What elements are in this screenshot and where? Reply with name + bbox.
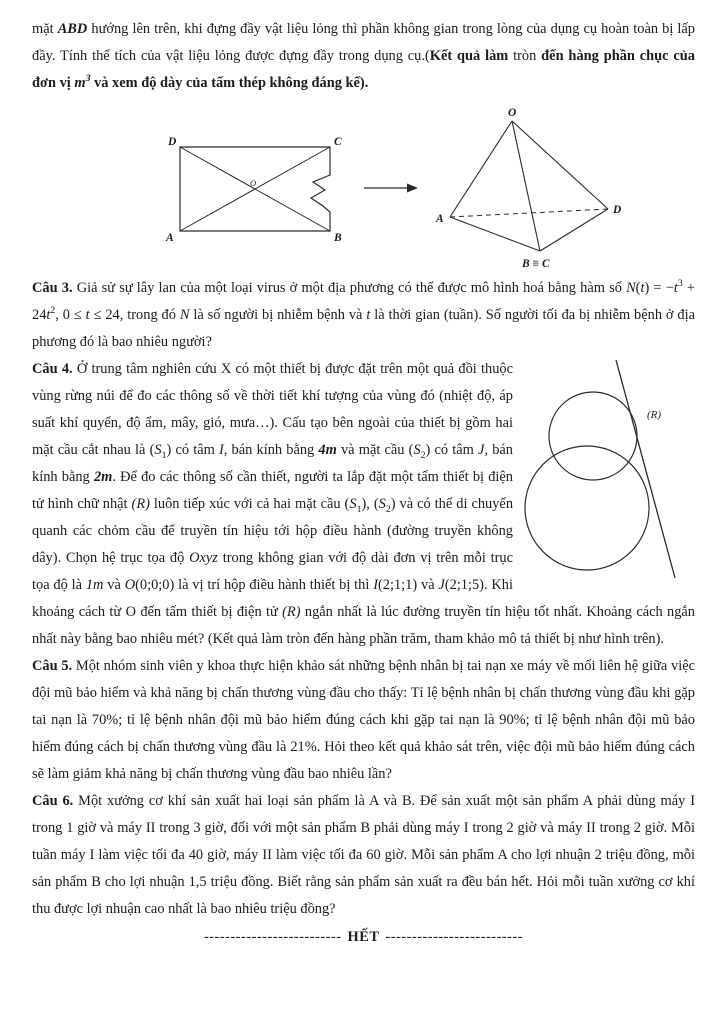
arrow-icon — [362, 178, 420, 198]
vertex-label-a: A — [436, 213, 444, 225]
device-spheres-svg — [523, 358, 695, 582]
vertex-label-b: B — [334, 232, 342, 244]
vertex-label-o: O — [508, 107, 517, 119]
footer-dashes-left: -------------------------- — [203, 929, 342, 945]
small-sphere-s2 — [549, 392, 637, 480]
question-4-text: Câu 4. Ở trung tâm nghiên cứu X có một thiết bị được đặt trên một quả đồi thuộc vùng rừng núi để đo các thông số về thời tiết khí tượng của vùng đó (nhiệt độ, áp suất khí quyển, độ ẩm, mây, gió, mưa…). Cấu tạo bên ngoài của thiết bị gồm hai mặt cầu cắt nhau là $(S_1)$ có tâm I, bán kính bằng 4m và mặt cầu $(S_2)$ có tâm J, bán kính bằng 2m. Để đo các thông số cần thiết, người ta lắp đặt một tấm thiết bị điện tử hình chữ nhật (R) luôn tiếp xúc với cả hai mặt cầu $(S_1)$, $(S_2)$ và có thể di chuyển quanh các chỏm cầu để truyền tín hiệu tới hộp điều hành (đường truyền không dây). Chọn hệ trục tọa độ Oxyz trong không gian với độ dài đơn vị trên mỗi trục tọa độ là 1m và O(0;0;0) là vị trí hộp điều hành thiết bị thì I(2;1;1) và J(2;1;5). Khi khoảng cách từ O đến tấm thiết bị điện tử (R) ngắn nhất là lúc đường truyền tín hiệu tốt nhất. Khoảng cách ngắn nhất này bằng bao nhiêu mét? (Kết quả làm tròn đến hàng phần trăm, tham khảo mô tả thiết bị như hình trên). — [32, 361, 695, 647]
figure-device-spheres — [523, 358, 695, 582]
figure-row — [158, 105, 695, 271]
figure-tetrahedron — [434, 105, 624, 271]
footer-end-marker — [32, 924, 695, 951]
vertex-label-d: D — [168, 136, 177, 148]
edge-bcd — [540, 209, 608, 251]
intro-paragraph: mặt ABD hướng lên trên, khi đựng đầy vật liệu lỏng thì phần không gian trong lòng của dụng cụ hoàn toàn bị lấp đầy. Tính thể tích của vật liệu lỏng được đựng đầy trong dụng cụ.(Kết quả làm tròn đến hàng phần chục của đơn vị $m^3$ và xem độ dày của tấm thép không đáng kể). — [32, 21, 695, 91]
footer-dashes-right: -------------------------- — [385, 929, 524, 945]
vertex-label-a: A — [166, 232, 174, 244]
edge-ad-dashed — [450, 209, 608, 217]
vertex-label-c: C — [334, 136, 342, 148]
large-sphere-s1 — [525, 446, 649, 570]
arrow-head — [407, 184, 418, 193]
question-5: Câu 5. Một nhóm sinh viên y khoa thực hiện khảo sát những bệnh nhân bị tai nạn xe máy về mối liên hệ giữa việc đội mũ bảo hiểm và khả năng bị chấn thương vùng đầu cho thấy: Tỉ lệ bệnh nhân bị chấn thương vùng đầu khi gặp tai nạn là 70%; tỉ lệ bệnh nhân đội mũ bảo hiểm đúng cách khi gặp tai nạn là 90%; tỉ lệ bệnh nhân đội mũ bảo hiểm đúng cách bị chấn thương vùng đầu là 21%. Hỏi theo kết quả khảo sát trên, việc đội mũ bảo hiểm đúng cách sẽ làm giảm khả năng bị chấn thương vùng đầu bao nhiêu lần? — [32, 658, 695, 782]
vertex-label-d: D — [613, 204, 622, 216]
edge-abc — [450, 217, 540, 251]
question-4 — [32, 356, 695, 653]
question-6: Câu 6. Một xưởng cơ khí sản xuất hai loại sản phẩm là A và B. Để sản xuất một sản phẩm A phải dùng máy I trong 1 giờ và máy II trong 3 giờ, đối với một sản phẩm B phải dùng máy I trong 2 giờ và máy II trong 2 giờ. Mỗi tuần máy I làm việc tối đa 40 giờ, máy II làm việc tối đa 60 giờ. Mỗi sản phẩm A cho lợi nhuận 2 triệu đồng, mỗi sản phẩm B cho lợi nhuận 1,5 triệu đồng. Biết rằng sản phẩm sản xuất ra đều bán hết. Hỏi mỗi tuần xưởng cơ khí thu được lợi nhuận cao nhất là bao nhiêu triệu đồng? — [32, 793, 695, 917]
edge-od — [512, 121, 608, 209]
footer-het-label: HẾT — [347, 929, 380, 945]
edge-obc — [512, 121, 540, 251]
vertex-label-bc: B ≡ C — [522, 258, 550, 270]
plate-label-r: (R) — [647, 409, 662, 421]
tangent-plate-line — [616, 360, 675, 578]
edge-oa — [450, 121, 512, 217]
center-label-o: O — [250, 178, 257, 188]
figure-dissected-rectangle — [158, 129, 348, 247]
question-3: Câu 3. Giả sử sự lây lan của một loại virus ở một địa phương có thể được mô hình hoá bằng hàm số $N(t) = -t^3 + 24t^2$, 0 ≤ t ≤ 24, trong đó N là số người bị nhiễm bệnh và t là thời gian (tuần). Số người tối đa bị nhiễm bệnh ở địa phương đó là bao nhiêu người? — [32, 278, 696, 350]
